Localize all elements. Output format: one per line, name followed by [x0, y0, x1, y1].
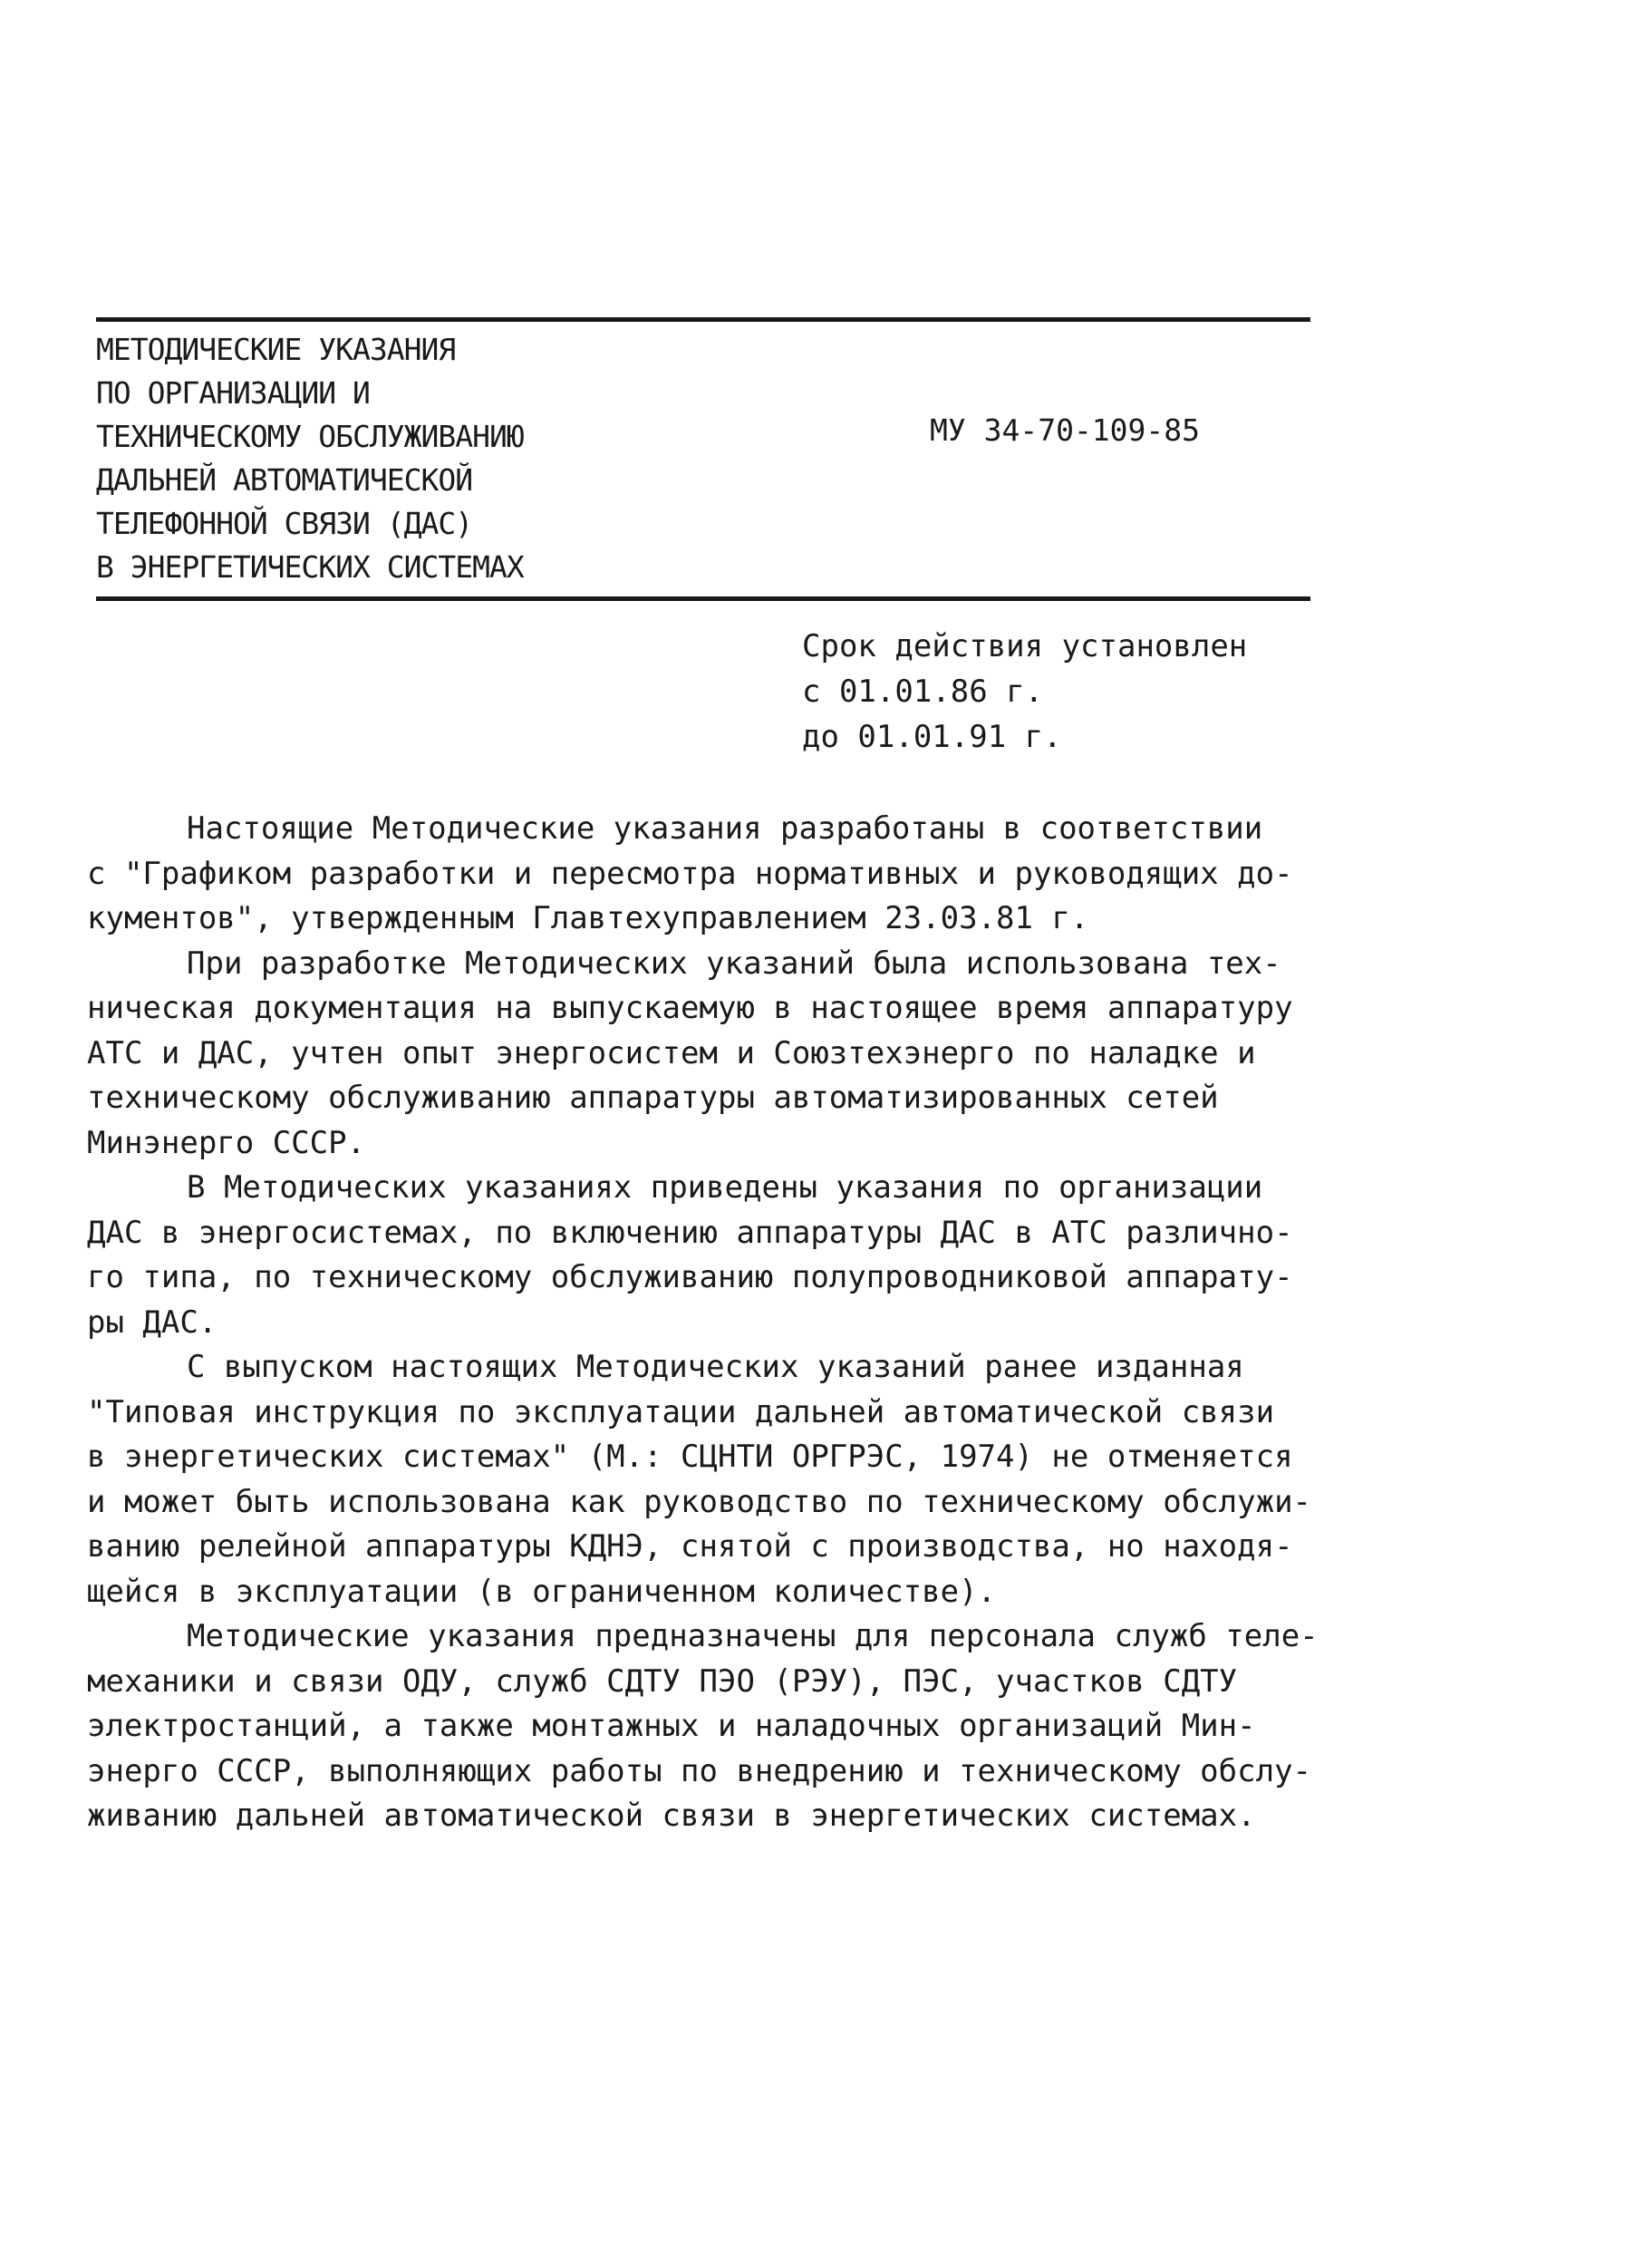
paragraph: [87, 1345, 1338, 1614]
text-line: ванию релейной аппаратуры КДНЭ, снятой с производства, но находя-: [87, 1528, 1293, 1565]
text-line: с "Графиком разработки и пересмотра нормативных и руководящих до-: [87, 855, 1293, 892]
text-line: кументов", утвержденным Главтехуправлением 23.03.81 г.: [87, 900, 1089, 936]
title-line: В ЭНЕРГЕТИЧЕСКИХ СИСТЕМАХ: [96, 549, 524, 585]
text-line: техническому обслуживанию аппаратуры автоматизированных сетей: [87, 1080, 1219, 1116]
bottom-rule: [96, 596, 1310, 601]
text-line: Методические указания предназначены для персонала служб теле-: [187, 1618, 1319, 1654]
document-code: МУ 34-70-109-85: [930, 412, 1201, 448]
validity-line: с 01.01.86 г.: [802, 674, 1044, 710]
validity-period: [802, 624, 1247, 760]
title-line: ДАЛЬНЕЙ АВТОМАТИЧЕСКОЙ: [96, 462, 473, 498]
document-title: [96, 328, 821, 589]
text-line: го типа, по техническому обслуживанию полупроводниковой аппарату-: [87, 1259, 1293, 1295]
text-line: ДАС в энергосистемах, по включению аппаратуры ДАС в АТС различно-: [87, 1214, 1293, 1251]
text-line: и может быть использована как руководство по техническому обслужи-: [87, 1483, 1312, 1520]
text-line: живанию дальней автоматической связи в энергетических системах.: [87, 1798, 1256, 1834]
validity-line: до 01.01.91 г.: [802, 719, 1062, 755]
text-line: В Методических указаниях приведены указания по организации: [187, 1169, 1263, 1206]
text-line: С выпуском настоящих Методических указаний ранее изданная: [187, 1349, 1244, 1385]
text-line: При разработке Методических указаний была использована тех-: [187, 945, 1281, 982]
text-line: Минэнерго СССР.: [87, 1124, 366, 1161]
paragraph: [87, 1166, 1338, 1345]
paragraph: [87, 1614, 1338, 1839]
text-line: энерго СССР, выполняющих работы по внедрению и техническому обслу-: [87, 1752, 1312, 1789]
text-line: механики и связи ОДУ, служб СДТУ ПЭО (РЭУ), ПЭС, участков СДТУ: [87, 1662, 1238, 1700]
text-line: Настоящие Методические указания разработаны в соответствии: [187, 810, 1263, 847]
title-line: МЕТОДИЧЕСКИЕ УКАЗАНИЯ: [96, 332, 456, 367]
paragraph: [87, 942, 1338, 1167]
title-line: ТЕЛЕФОННОЙ СВЯЗИ (ДАС): [96, 506, 473, 541]
text-line: щейся в эксплуатации (в ограниченном количестве).: [87, 1573, 997, 1610]
validity-line: Срок действия установлен: [802, 628, 1248, 664]
title-line: ПО ОРГАНИЗАЦИИ И: [96, 375, 370, 411]
text-line: "Типовая инструкция по эксплуатации дальней автоматической связи: [87, 1393, 1275, 1430]
text-line: в энергетических системах" (М.: СЦНТИ ОРГРЭС, 1974) не отменяется: [87, 1439, 1293, 1475]
body-text: [87, 807, 1338, 1839]
title-line: ТЕХНИЧЕСКОМУ ОБСЛУЖИВАНИЮ: [96, 419, 524, 454]
text-line: электростанций, а также монтажных и наладочных организаций Мин-: [87, 1708, 1256, 1744]
text-line: ры ДАС.: [87, 1304, 217, 1341]
paragraph: [87, 807, 1338, 942]
text-line: АТС и ДАС, учтен опыт энергосистем и Союзтехэнерго по наладке и: [87, 1034, 1256, 1071]
top-rule: [96, 317, 1310, 322]
text-line: ническая документация на выпускаемую в настоящее время аппаратуру: [87, 990, 1293, 1026]
